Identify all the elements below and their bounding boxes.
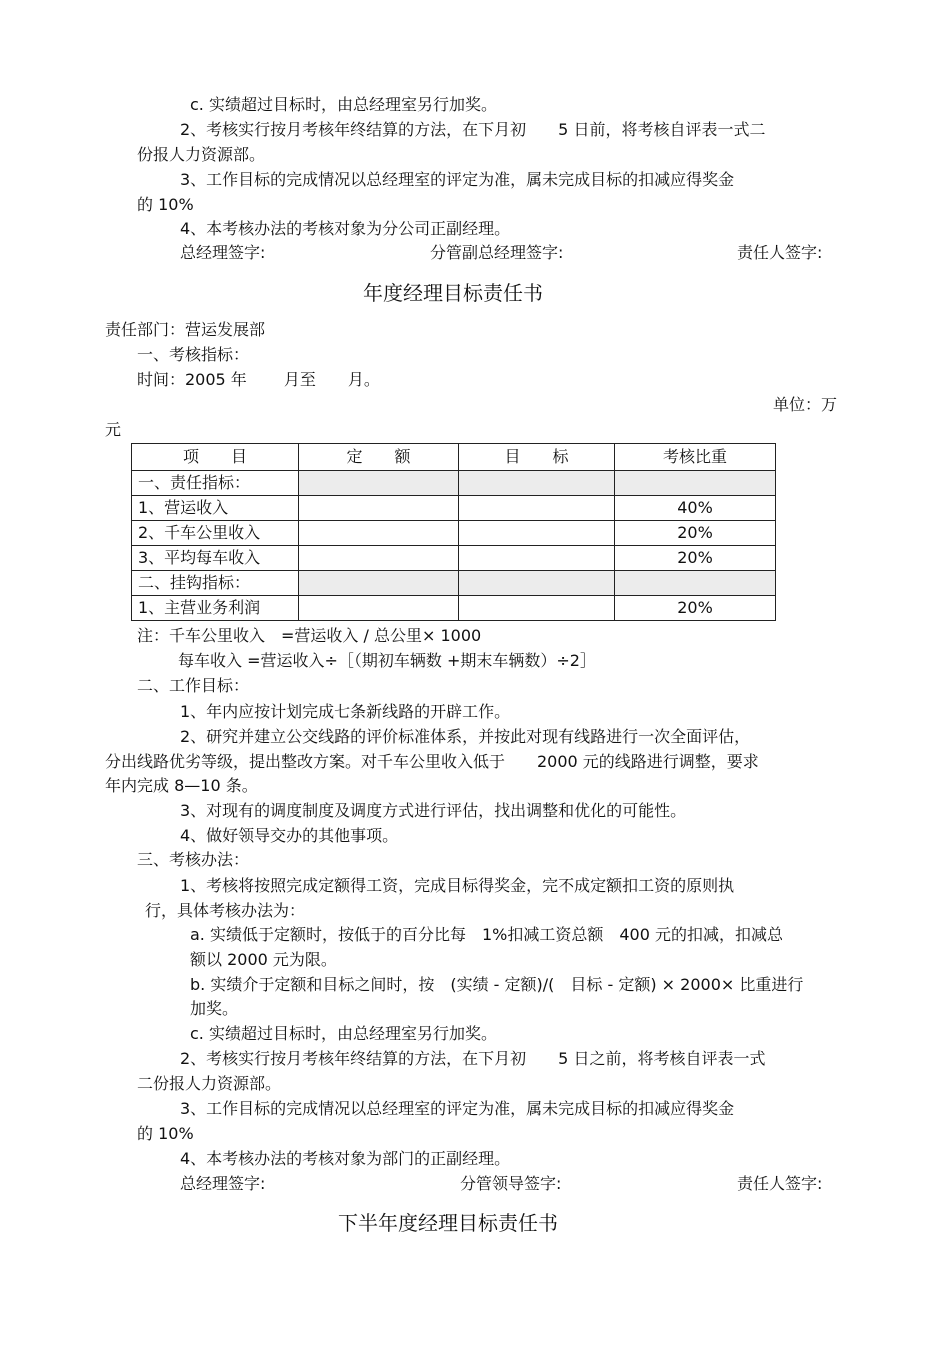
method-line: 3、工作目标的完成情况以总经理室的评定为准，属未完成目标的扣减应得奖金: [180, 1099, 735, 1118]
cell-item: 一、责任指标：: [132, 471, 299, 496]
unit-line-tail: 元: [105, 420, 122, 439]
method-line: c. 实绩超过目标时，由总经理室另行加奖。: [190, 1024, 497, 1043]
unit-line: 单位：万: [773, 395, 838, 414]
text-line: 份报人力资源部。: [137, 145, 266, 164]
method-line: 的 10%: [137, 1124, 194, 1143]
header-weight: 考核比重: [615, 444, 776, 471]
cell-target: [459, 471, 615, 496]
method-line: 加奖。: [190, 999, 239, 1018]
heading-methods: 三、考核办法：: [137, 850, 250, 869]
signature-label-gm: 总经理签字:: [180, 243, 266, 262]
next-section-title: 下半年度经理目标责任书: [338, 1211, 558, 1235]
signature-label-responsible: 责任人签字:: [737, 1174, 823, 1193]
method-line: b. 实绩介于定额和目标之间时，按 (实绩 - 定额)/( 目标 - 定额) × 2000× 比重进行: [190, 975, 804, 994]
header-target: 目 标: [459, 444, 615, 471]
cell-quota: [299, 546, 459, 571]
heading-indicators: 一、考核指标：: [137, 345, 250, 364]
cell-weight: 20%: [615, 521, 776, 546]
cell-target: [459, 521, 615, 546]
method-line: 1、考核将按照完成定额得工资，完成目标得奖金，完不成定额扣工资的原则执: [180, 876, 735, 895]
cell-weight: [615, 471, 776, 496]
goal-line: 分出线路优劣等级，提出整改方案。对千车公里收入低于 2000 元的线路进行调整，要求: [105, 752, 759, 771]
method-line: a. 实绩低于定额时，按低于的百分比每 1%扣减工资总额 400 元的扣减，扣减总: [190, 925, 783, 944]
cell-weight: 40%: [615, 496, 776, 521]
cell-weight: [615, 571, 776, 596]
cell-item: 二、挂钩指标：: [132, 571, 299, 596]
department-line: 责任部门：营运发展部: [105, 320, 266, 339]
method-line: 行，具体考核办法为：: [145, 901, 306, 920]
text-line: 的 10%: [137, 195, 194, 214]
goal-line: 2、研究并建立公交线路的评价标准体系，并按此对现有线路进行一次全面评估，: [180, 727, 751, 746]
table-row: [132, 471, 776, 496]
table-row: [132, 571, 776, 596]
cell-quota: [299, 521, 459, 546]
signature-label-deputy: 分管副总经理签字:: [430, 243, 564, 262]
text-line: 4、本考核办法的考核对象为分公司正副经理。: [180, 219, 511, 238]
text-line: c. 实绩超过目标时，由总经理室另行加奖。: [190, 95, 497, 114]
cell-quota: [299, 496, 459, 521]
cell-target: [459, 571, 615, 596]
header-item: 项 目: [132, 444, 299, 471]
table-row: [132, 546, 776, 571]
method-line: 2、考核实行按月考核年终结算的方法，在下月初 5 日之前，将考核自评表一式: [180, 1049, 766, 1068]
cell-item: 2、千车公里收入: [132, 521, 299, 546]
table-row: [132, 496, 776, 521]
signature-label-supervisor: 分管领导签字:: [460, 1174, 562, 1193]
indicator-table: [131, 443, 776, 621]
heading-goals: 二、工作目标：: [137, 676, 250, 695]
header-quota: 定 额: [299, 444, 459, 471]
cell-target: [459, 496, 615, 521]
signature-label-responsible: 责任人签字:: [737, 243, 823, 262]
time-line: 时间：2005 年 月至 月。: [137, 370, 380, 389]
cell-quota: [299, 596, 459, 621]
note-line: 每车收入 =营运收入÷［（期初车辆数 +期末车辆数）÷2］: [178, 651, 596, 670]
table-row: [132, 521, 776, 546]
goal-line: 1、年内应按计划完成七条新线路的开辟工作。: [180, 702, 511, 721]
method-line: 4、本考核办法的考核对象为部门的正副经理。: [180, 1149, 511, 1168]
cell-target: [459, 596, 615, 621]
table-row: [132, 596, 776, 621]
note-line: 注：千车公里收入 =营运收入 / 总公里× 1000: [137, 626, 482, 645]
cell-weight: 20%: [615, 546, 776, 571]
cell-item: 1、主营业务利润: [132, 596, 299, 621]
signature-label-gm: 总经理签字:: [180, 1174, 266, 1193]
cell-weight: 20%: [615, 596, 776, 621]
text-line: 2、考核实行按月考核年终结算的方法，在下月初 5 日前，将考核自评表一式二: [180, 120, 766, 139]
cell-item: 3、平均每车收入: [132, 546, 299, 571]
cell-quota: [299, 471, 459, 496]
section-title: 年度经理目标责任书: [363, 281, 543, 305]
goal-line: 年内完成 8—10 条。: [105, 776, 258, 795]
method-line: 额以 2000 元为限。: [190, 950, 337, 969]
table-header-row: [132, 444, 776, 471]
method-line: 二份报人力资源部。: [137, 1074, 282, 1093]
goal-line: 3、对现有的调度制度及调度方式进行评估，找出调整和优化的可能性。: [180, 801, 687, 820]
cell-item: 1、营运收入: [132, 496, 299, 521]
goal-line: 4、做好领导交办的其他事项。: [180, 826, 399, 845]
cell-target: [459, 546, 615, 571]
cell-quota: [299, 571, 459, 596]
text-line: 3、工作目标的完成情况以总经理室的评定为准，属未完成目标的扣减应得奖金: [180, 170, 735, 189]
